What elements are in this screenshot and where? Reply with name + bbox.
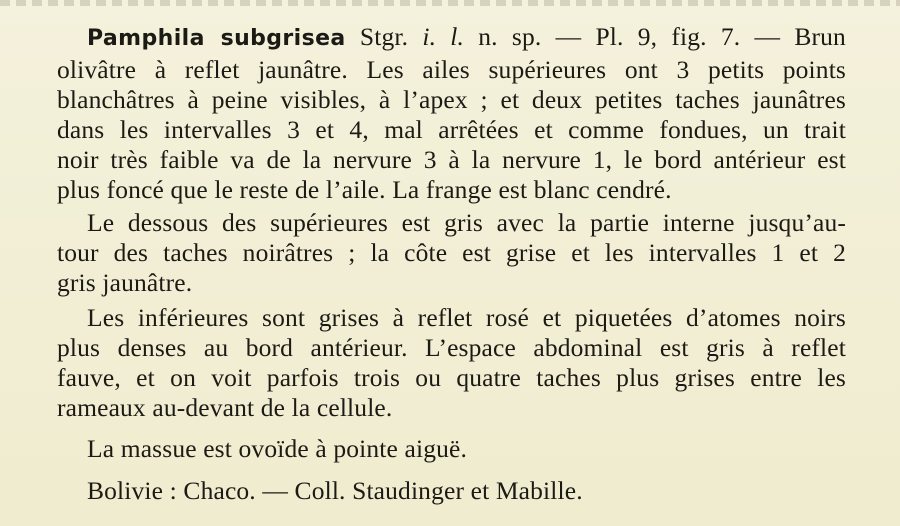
species-author: Stgr. — [359, 22, 409, 51]
paragraph-3-line-1: Les inférieures sont grises à reflet rosé et piquetées d’atomes noirs — [87, 303, 846, 332]
paragraph-1-line-6: plus foncé que le reste de l’aile. La frange est blanc cendré. — [57, 175, 672, 204]
paragraph-2-line-1: Le dessous des supérieures est gris avec la partie interne jusqu’au- — [87, 208, 846, 237]
paragraph-3-line-2: plus denses au bord antérieur. L’espace abdominal est gris à reflet — [57, 333, 846, 362]
paragraph-3-line-4: rameaux au-devant de la cellule. — [57, 393, 393, 422]
top-edge-bleed — [0, 0, 900, 6]
paragraph-1-line-5: noir très faible va de la nervure 3 à la nervure 1, le bord antérieur est — [57, 145, 846, 174]
species-name: Pamphila subgrisea — [87, 26, 346, 51]
reference-i: i. — [422, 22, 437, 51]
paragraph-1-line-2: olivâtre à reflet jaunâtre. Les ailes supérieures ont 3 petits points — [57, 55, 846, 84]
reference-rest: n. sp. — Pl. 9, fig. 7. — Brun — [478, 22, 846, 51]
paragraph-1-line-4: dans les intervalles 3 et 4, mal arrêtées et comme fondues, un trait — [57, 115, 846, 144]
paragraph-4-line-1: La massue est ovoïde à pointe aiguë. — [87, 434, 467, 463]
paragraph-5-line-1: Bolivie : Chaco. — Coll. Staudinger et Mabille. — [87, 476, 583, 505]
paragraph-2-line-2: tour des taches noirâtres ; la côte est grise et les intervalles 1 et 2 — [57, 238, 846, 267]
paragraph-2-line-3: gris jaunâtre. — [57, 268, 193, 297]
paragraph-1-line-1 — [87, 22, 846, 52]
paragraph-1-line-3: blanchâtres à peine visibles, à l’apex ; et deux petites taches jaunâtres — [57, 85, 846, 114]
reference-l: l. — [450, 22, 465, 51]
paragraph-3-line-3: fauve, et on voit parfois trois ou quatre taches plus grises entre les — [57, 363, 846, 392]
